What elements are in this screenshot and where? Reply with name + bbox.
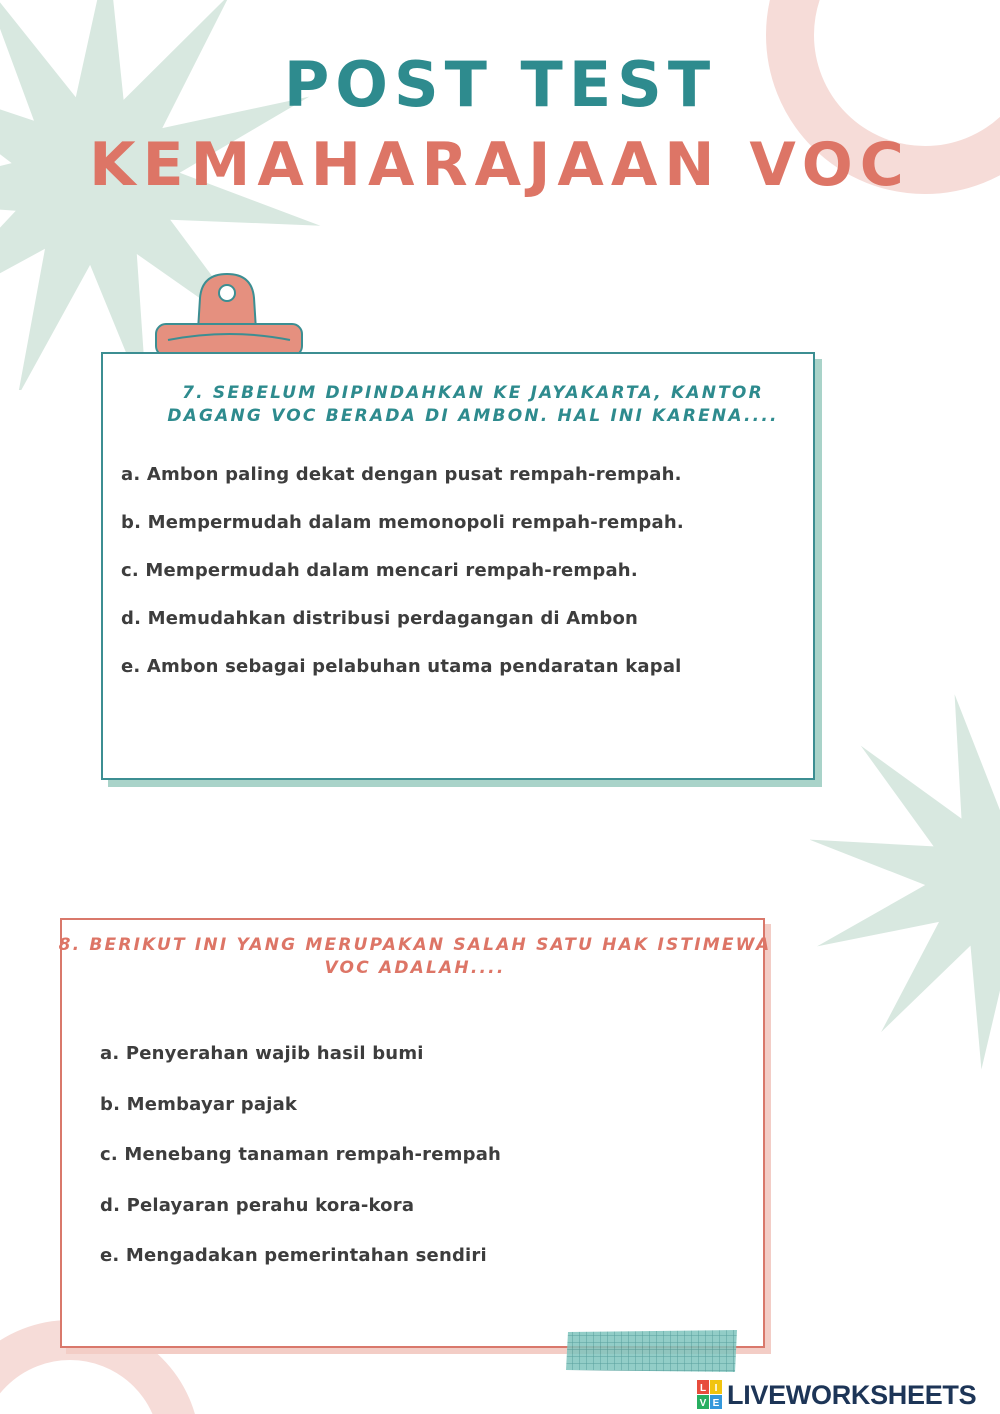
brand-name: LIVEWORKSHEETS [727,1379,977,1410]
question-7-text: 7. SEBELUM DIPINDAHKAN KE JAYAKARTA, KANTOR DAGANG VOC BERADA DI AMBON. HAL INI KARENA.... [167,383,779,426]
svg-text:E: E [712,1398,720,1409]
option-7b[interactable]: b. Mempermudah dalam memonopoli rempah-rempah. [121,512,684,533]
liveworksheets-brand[interactable] [697,1378,976,1412]
question-card-7 [101,352,815,780]
option-8d[interactable]: d. Pelayaran perahu kora-kora [100,1194,415,1216]
option-8c[interactable]: c. Menebang tanaman rempah-rempah [100,1144,502,1165]
option-7a[interactable]: a. Ambon paling dekat dengan pusat rempah-rempah. [121,464,682,485]
svg-text:I: I [714,1383,718,1394]
page-subtitle: KEMAHARAJAAN VOC [89,130,911,200]
question-card-8 [58,918,772,1348]
option-8e[interactable]: e. Mengadakan pemerintahan sendiri [100,1245,487,1266]
svg-text:L: L [699,1383,707,1394]
page-title: POST TEST [283,48,717,121]
decor-starburst-right [810,680,1000,1080]
washi-tape-decor [565,1328,740,1374]
question-8-options [100,1043,501,1296]
option-7e[interactable]: e. Ambon sebagai pelabuhan utama pendaratan kapal [121,656,682,677]
option-8b[interactable]: b. Membayar pajak [100,1093,298,1115]
option-8a[interactable]: a. Penyerahan wajib hasil bumi [100,1043,424,1064]
question-7-options [121,464,684,704]
svg-text:V: V [699,1398,707,1409]
liveworksheets-logo-icon [697,1380,723,1410]
question-8-text: 8. BERIKUT INI YANG MERUPAKAN SALAH SATU HAK ISTIMEWA VOC ADALAH.... [58,935,772,978]
option-7d[interactable]: d. Memudahkan distribusi perdagangan di Ambon [121,608,639,629]
option-7c[interactable]: c. Mempermudah dalam mencari rempah-rempah. [121,560,638,581]
